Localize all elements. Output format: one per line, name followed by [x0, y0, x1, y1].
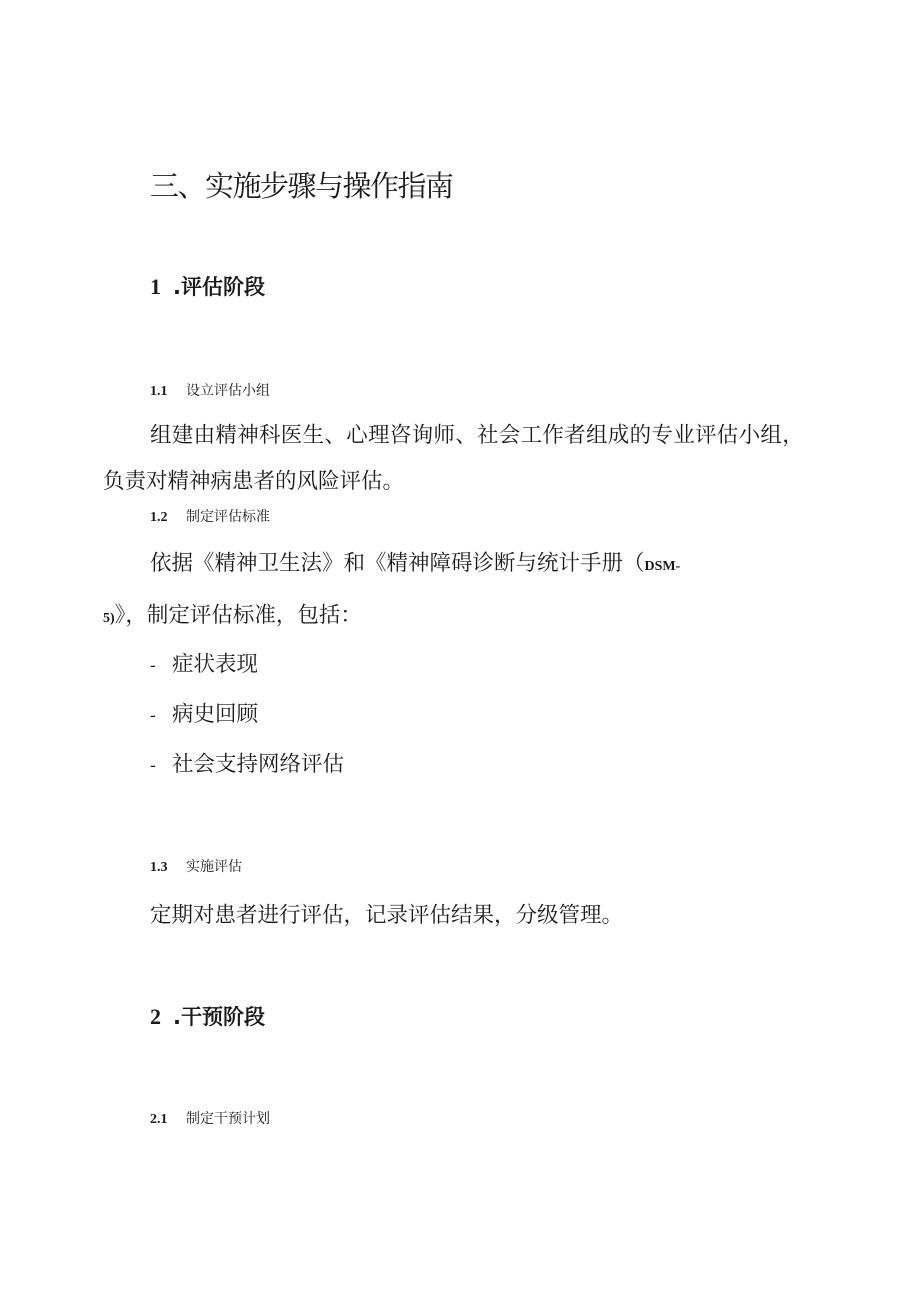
heading-assessment-stage — [150, 272, 265, 302]
bullet-dash: - — [150, 656, 156, 675]
heading-text: .干预阶段 — [173, 1005, 265, 1029]
paragraph-line: 负责对精神病患者的风险评估。 — [103, 469, 405, 494]
bullet-text: 症状表现 — [172, 652, 259, 677]
bullet-item — [150, 649, 258, 682]
heading-intervention-stage — [150, 1002, 265, 1032]
heading-number: 1 — [150, 274, 161, 299]
heading-text: .评估阶段 — [173, 275, 265, 299]
paragraph-latin-text: DSM- — [644, 559, 681, 574]
bullet-item — [150, 749, 344, 782]
bullet-dash: - — [150, 756, 156, 775]
subheading-1-2 — [150, 506, 270, 529]
paragraph-text: 》，制定评估标准，包括： — [114, 603, 362, 628]
subheading-2-1 — [150, 1108, 270, 1131]
paragraph-latin-text: 5) — [103, 611, 115, 626]
paragraph-line — [150, 548, 680, 583]
paragraph-line: 定期对患者进行评估，记录评估结果，分级管理。 — [150, 903, 624, 928]
heading-number: 2 — [150, 1004, 161, 1029]
paragraph-line: 组建由精神科医生、心理咨询师、社会工作者组成的专业评估小组， — [150, 423, 805, 448]
paragraph-text: 依据《精神卫生法》和《精神障碍诊断与统计手册（ — [150, 551, 645, 576]
bullet-text: 病史回顾 — [172, 702, 259, 727]
subheading-1-1 — [150, 380, 270, 403]
bullet-item — [150, 699, 258, 732]
subheading-number: 1.1 — [150, 384, 168, 399]
subheading-text: 实施评估 — [186, 859, 242, 875]
paragraph-line — [103, 600, 362, 635]
bullet-text: 社会支持网络评估 — [172, 752, 345, 777]
bullet-dash: - — [150, 706, 156, 725]
subheading-1-3 — [150, 856, 242, 879]
section-title: 三、实施步骤与操作指南 — [150, 169, 453, 203]
subheading-number: 1.2 — [150, 510, 168, 525]
subheading-number: 1.3 — [150, 860, 168, 875]
subheading-text: 设立评估小组 — [186, 383, 270, 399]
subheading-text: 制定评估标准 — [186, 509, 270, 525]
subheading-number: 2.1 — [150, 1112, 168, 1127]
subheading-text: 制定干预计划 — [186, 1111, 270, 1127]
